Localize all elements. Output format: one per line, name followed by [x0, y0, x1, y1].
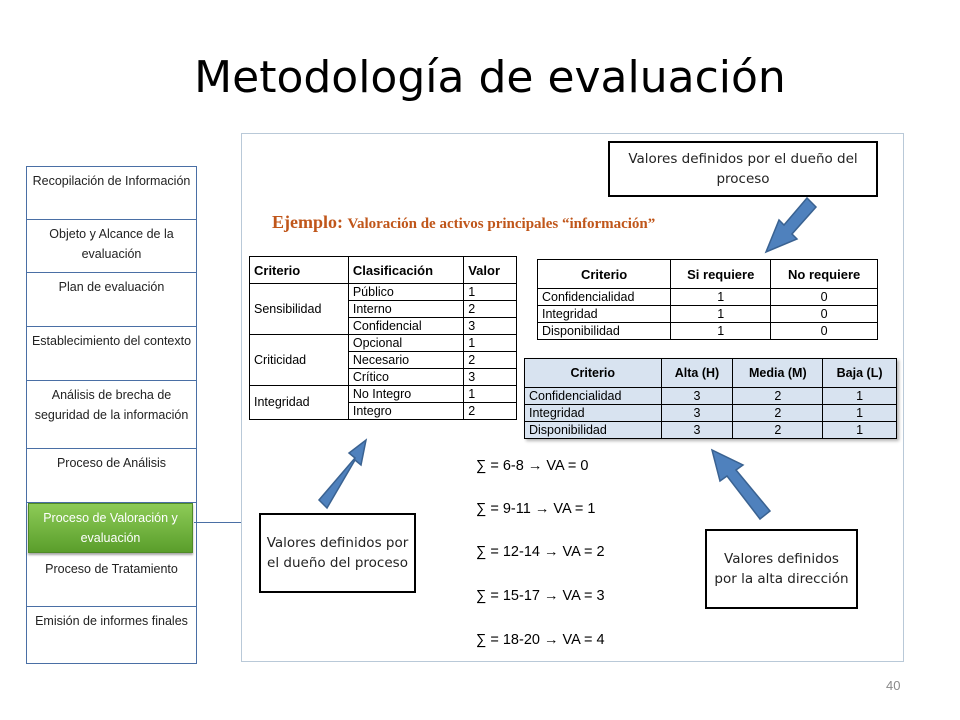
- sidebar-item-objeto-alcance[interactable]: Objeto y Alcance de la evaluación: [27, 220, 196, 273]
- sidebar-item-proceso-analisis[interactable]: Proceso de Análisis: [27, 449, 196, 503]
- criterion-cell: Criticidad: [250, 335, 349, 386]
- table-cell: 2: [464, 352, 517, 369]
- table-cell: Integro: [348, 403, 463, 420]
- table-cell: Integridad: [538, 306, 671, 323]
- callout-senior-management: Valores definidos por la alta dirección: [705, 529, 858, 609]
- formula-line: ∑ = 12-14 → VA = 2: [476, 544, 605, 560]
- table-cell: 3: [661, 388, 733, 405]
- table-cell: No Integro: [348, 386, 463, 403]
- table-cell: 3: [464, 318, 517, 335]
- table-cell: Interno: [348, 301, 463, 318]
- table-cell: Público: [348, 284, 463, 301]
- table-header: Baja (L): [823, 359, 897, 388]
- table-cell: Necesario: [348, 352, 463, 369]
- table-cell: Integridad: [525, 405, 662, 422]
- table-cell: 3: [464, 369, 517, 386]
- example-text: Valoración de activos principales “información”: [347, 216, 656, 232]
- table-cell: Disponibilidad: [525, 422, 662, 439]
- table-cell: 1: [823, 422, 897, 439]
- formula-line: ∑ = 9-11 → VA = 1: [476, 501, 596, 517]
- table-header: Alta (H): [661, 359, 733, 388]
- callout-process-owner-top: Valores definidos por el dueño del proceso: [608, 141, 878, 197]
- sidebar-item-valoracion[interactable]: Proceso de Valoración y evaluación: [28, 503, 193, 553]
- sidebar-item-tratamiento[interactable]: Proceso de Tratamiento: [27, 555, 196, 607]
- table-cell: 1: [823, 388, 897, 405]
- sidebar-item-recopilacion[interactable]: Recopilación de Información: [27, 167, 196, 220]
- table-cell: 1: [464, 284, 517, 301]
- sidebar-item-informes[interactable]: Emisión de informes finales: [35, 614, 188, 628]
- sidebar-item-contexto[interactable]: Establecimiento del contexto: [27, 327, 196, 381]
- criterion-cell: Integridad: [250, 386, 349, 420]
- table-cell: Confidencial: [348, 318, 463, 335]
- table-cell: 2: [733, 388, 823, 405]
- sidebar-item-plan[interactable]: Plan de evaluación: [27, 273, 196, 327]
- formula-line: ∑ = 15-17 → VA = 3: [476, 588, 605, 604]
- table-header: Criterio: [538, 260, 671, 289]
- table-header: Clasificación: [348, 257, 463, 284]
- table-cell: 2: [733, 405, 823, 422]
- table-cell: Confidencialidad: [525, 388, 662, 405]
- table-cell: 2: [733, 422, 823, 439]
- slide-title: Metodología de evaluación: [194, 52, 786, 103]
- table-cell: 0: [771, 306, 878, 323]
- sidebar-item-analisis-brecha[interactable]: Análisis de brecha de seguridad de la información: [27, 381, 196, 449]
- table-cell: 1: [823, 405, 897, 422]
- callout-process-owner-bottom: Valores definidos por el dueño del proceso: [259, 513, 416, 593]
- arrow-top-right: [766, 198, 816, 252]
- formula-line: ∑ = 6-8 → VA = 0: [476, 458, 589, 474]
- arrow-bottom-left: [319, 440, 366, 508]
- table-cell: 3: [661, 405, 733, 422]
- table-cell: Confidencialidad: [538, 289, 671, 306]
- arrow-bottom-right: [712, 450, 770, 519]
- table-cell: 1: [671, 306, 771, 323]
- table-header: Si requiere: [671, 260, 771, 289]
- table-header: Criterio: [250, 257, 349, 284]
- formula-line: ∑ = 18-20 → VA = 4: [476, 632, 605, 648]
- table-cell: 1: [671, 289, 771, 306]
- table-cell: 0: [771, 323, 878, 340]
- criterion-cell: Sensibilidad: [250, 284, 349, 335]
- table-cell: 1: [464, 386, 517, 403]
- table-header: Valor: [464, 257, 517, 284]
- table-cell: Opcional: [348, 335, 463, 352]
- table-header: Media (M): [733, 359, 823, 388]
- table-cell: Disponibilidad: [538, 323, 671, 340]
- table-cell: 2: [464, 301, 517, 318]
- table-cell: 0: [771, 289, 878, 306]
- table-cell: 1: [671, 323, 771, 340]
- table-header: Criterio: [525, 359, 662, 388]
- page-number: 40: [886, 678, 901, 693]
- table-cell: 1: [464, 335, 517, 352]
- table-cell: 3: [661, 422, 733, 439]
- table-cell: Crítico: [348, 369, 463, 386]
- table-cell: 2: [464, 403, 517, 420]
- table-header: No requiere: [771, 260, 878, 289]
- example-prefix: Ejemplo:: [272, 212, 343, 232]
